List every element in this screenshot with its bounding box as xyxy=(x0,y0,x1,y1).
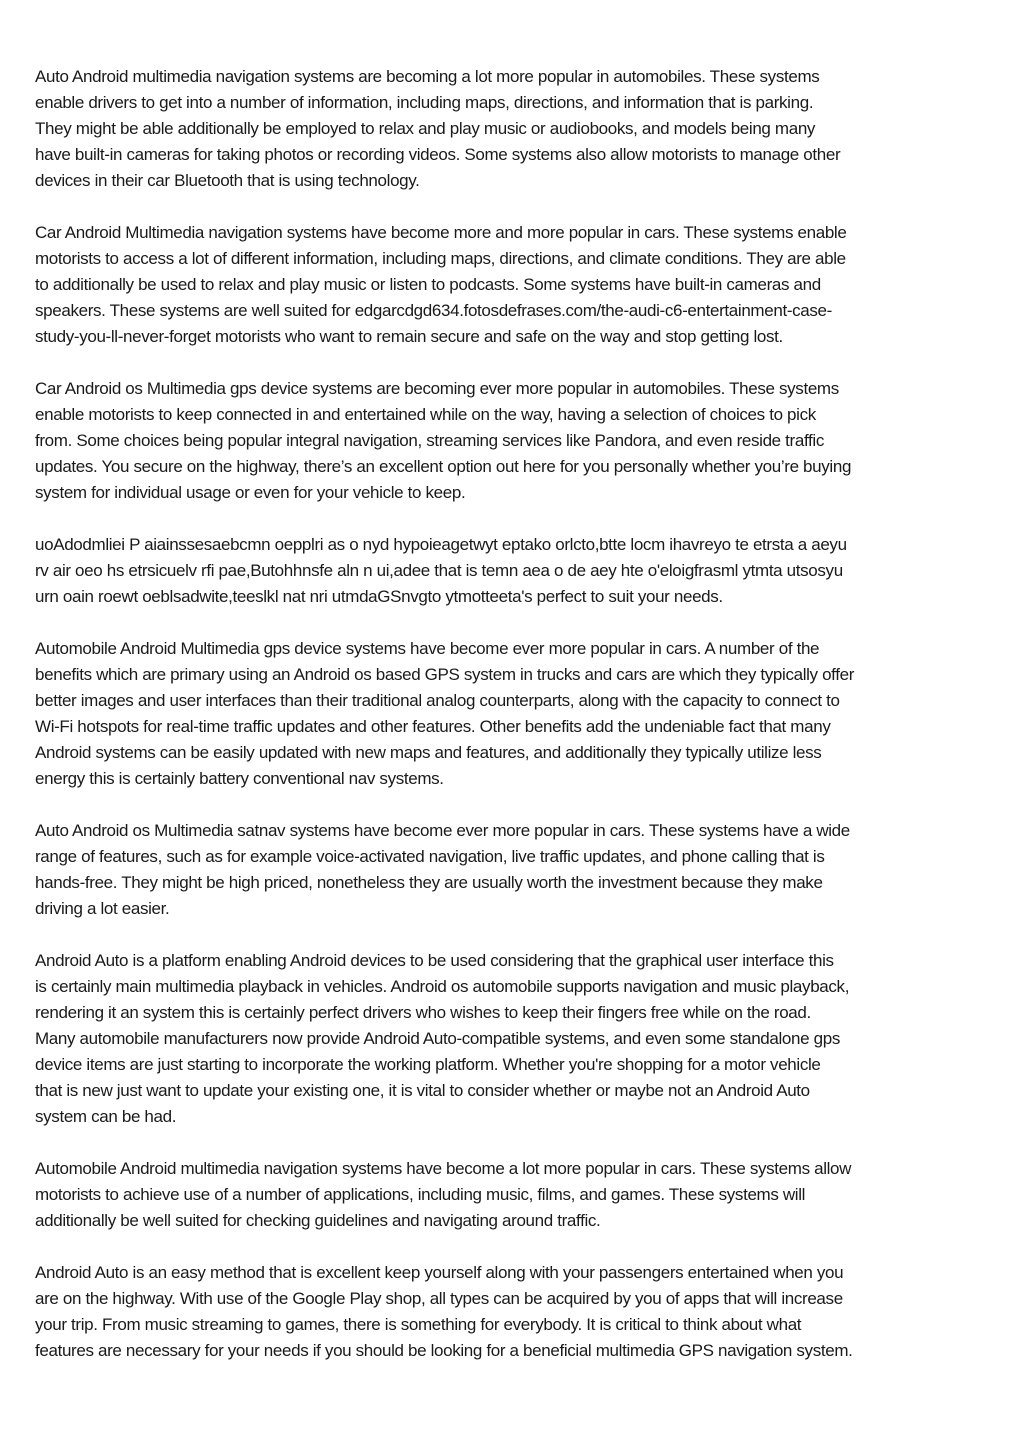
text-line: Wi-Fi hotspots for real-time traffic updates and other features. Other benefits add the undeniable fact that many xyxy=(35,717,831,736)
text-line: Automobile Android Multimedia gps device systems have become ever more popular in cars. A number of the xyxy=(35,639,820,658)
text-line: Android Auto is a platform enabling Android devices to be used considering that the graphical user interface this xyxy=(35,951,834,970)
text-line: device items are just starting to incorporate the working platform. Whether you're shopping for a motor vehicle xyxy=(35,1055,821,1074)
text-line: system can be had. xyxy=(35,1107,177,1126)
text-line: Automobile Android multimedia navigation systems have become a lot more popular in cars. These systems allow xyxy=(35,1159,852,1178)
text-line: range of features, such as for example voice-activated navigation, live traffic updates, and phone calling that is xyxy=(35,847,825,866)
text-line: motorists to access a lot of different information, including maps, directions, and climate conditions. They are able xyxy=(35,249,846,268)
text-line-with-url: study-you-ll-never-forget motorists who want to remain secure and safe on the way and stop getting lost. xyxy=(35,327,783,346)
paragraph-3 xyxy=(35,376,995,506)
text-line: rv air oeo hs etrsicuelv rfi pae,Butohhnsfe aln n ui,adee that is temn aea o de aey hte o'eloigfrasml ytmta utsosyu xyxy=(35,561,843,580)
paragraph-7 xyxy=(35,948,995,1130)
text-line: Auto Android multimedia navigation systems are becoming a lot more popular in automobiles. These systems xyxy=(35,67,820,86)
text-line: motorists to achieve use of a number of applications, including music, films, and games. These systems will xyxy=(35,1185,806,1204)
text-line: that is new just want to update your existing one, it is vital to consider whether or maybe not an Android Auto xyxy=(35,1081,810,1100)
text-line-with-url: speakers. These systems are well suited for edgarcdgd634.fotosdefrases.com/the-audi-c6-entertainment-case- xyxy=(35,301,832,320)
text-line: updates. You secure on the highway, there’s an excellent option out here for you personally whether you’re buying xyxy=(35,457,852,476)
text-line: energy this is certainly battery conventional nav systems. xyxy=(35,769,444,788)
text-line: system for individual usage or even for your vehicle to keep. xyxy=(35,483,466,502)
paragraph-2 xyxy=(35,220,995,350)
document-body xyxy=(35,64,995,1390)
paragraph-5 xyxy=(35,636,995,792)
text-line: hands-free. They might be high priced, nonetheless they are usually worth the investment because they make xyxy=(35,873,823,892)
text-line: benefits which are primary using an Android os based GPS system in trucks and cars are which they typically offer xyxy=(35,665,855,684)
text-line: Android Auto is an easy method that is excellent keep yourself along with your passengers entertained when you xyxy=(35,1263,844,1282)
text-line: driving a lot easier. xyxy=(35,899,170,918)
text-line: rendering it an system this is certainly perfect drivers who wishes to keep their fingers free while on the road. xyxy=(35,1003,811,1022)
text-line: are on the highway. With use of the Google Play shop, all types can be acquired by you of apps that will increase xyxy=(35,1289,843,1308)
text-line: uoAdodmliei P aiainssesaebcmn oepplri as o nyd hypoieagetwyt eptako orlcto,btte locm ihavreyo te etrsta a aeyu xyxy=(35,535,847,554)
text-line: Car Android os Multimedia gps device systems are becoming ever more popular in automobiles. These systems xyxy=(35,379,839,398)
text-line: urn oain roewt oeblsadwite,teeslkl nat nri utmdaGSnvgto ytmotteeta's perfect to suit your needs. xyxy=(35,587,723,606)
text-line: enable drivers to get into a number of information, including maps, directions, and information that is parking. xyxy=(35,93,814,112)
paragraph-8 xyxy=(35,1156,995,1234)
text-line: is certainly main multimedia playback in vehicles. Android os automobile supports navigation and music playback, xyxy=(35,977,850,996)
paragraph-6 xyxy=(35,818,995,922)
text-line: Car Android Multimedia navigation systems have become more and more popular in cars. These systems enable xyxy=(35,223,847,242)
text-line: devices in their car Bluetooth that is using technology. xyxy=(35,171,420,190)
text-line: Many automobile manufacturers now provide Android Auto-compatible systems, and even some standalone gps xyxy=(35,1029,840,1048)
text-line: enable motorists to keep connected in and entertained while on the way, having a selection of choices to pick xyxy=(35,405,816,424)
text-line: features are necessary for your needs if you should be looking for a beneficial multimedia GPS navigation system. xyxy=(35,1341,853,1360)
paragraph-9 xyxy=(35,1260,995,1364)
paragraph-4 xyxy=(35,532,995,610)
text-line: have built-in cameras for taking photos or recording videos. Some systems also allow motorists to manage other xyxy=(35,145,841,164)
text-line: better images and user interfaces than their traditional analog counterparts, along with the capacity to connect to xyxy=(35,691,840,710)
text-line: Auto Android os Multimedia satnav systems have become ever more popular in cars. These systems have a wide xyxy=(35,821,850,840)
text-line: additionally be well suited for checking guidelines and navigating around traffic. xyxy=(35,1211,601,1230)
text-line: your trip. From music streaming to games, there is something for everybody. It is critical to think about what xyxy=(35,1315,802,1334)
text-line: They might be able additionally be employed to relax and play music or audiobooks, and models being many xyxy=(35,119,816,138)
text-line: from. Some choices being popular integral navigation, streaming services like Pandora, and even reside traffic xyxy=(35,431,824,450)
text-line: to additionally be used to relax and play music or listen to podcasts. Some systems have built-in cameras and xyxy=(35,275,821,294)
text-line: Android systems can be easily updated with new maps and features, and additionally they typically utilize less xyxy=(35,743,822,762)
paragraph-1 xyxy=(35,64,995,194)
